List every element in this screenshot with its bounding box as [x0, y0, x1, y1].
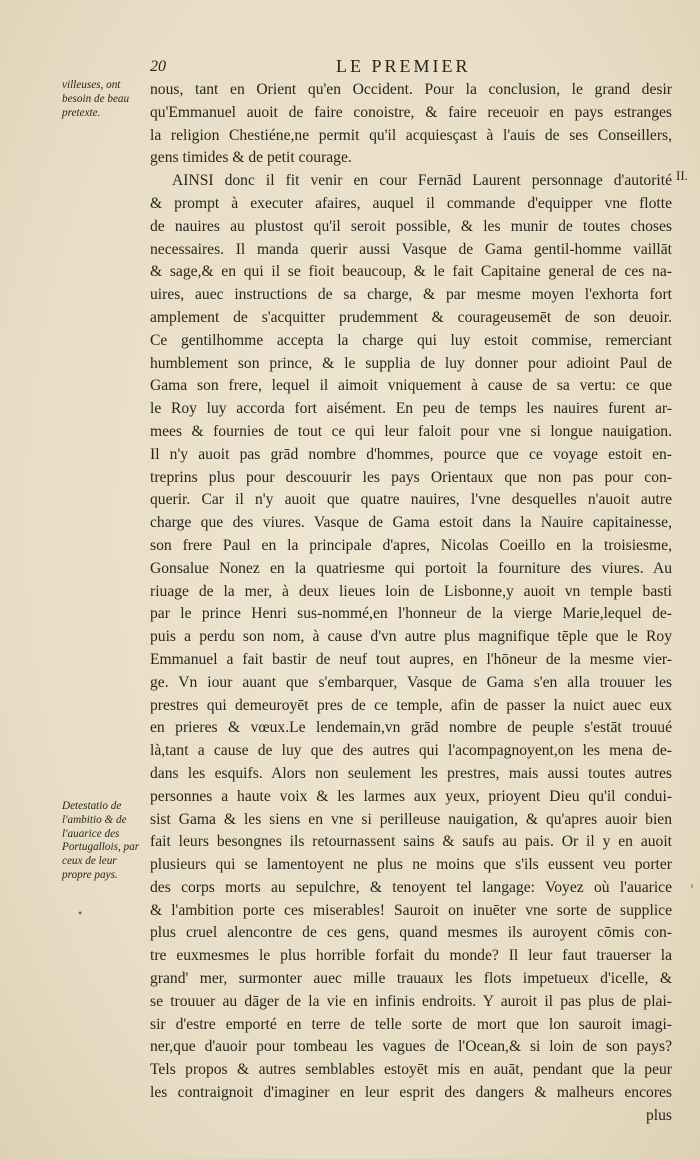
text-line: uires, auec instructions de sa charge, & par mesme moyen l'exhorta fort	[150, 286, 672, 304]
text-line: mees & fournies de tout ce qui leur faloit pour vne si longue nauigation.	[150, 422, 672, 440]
margin-note-2: Detestatio de l'ambitio & de l'auarice des Portugallois, par ceux de leur propre pays.	[62, 800, 140, 881]
text-line: ner,que d'auoir pour tombeau les vagues de l'Ocean,& si loin de son pays?	[150, 1038, 672, 1056]
text-line: & l'ambition porte ces miserables! Sauroit on inuēter vne sorte de supplice	[150, 901, 672, 919]
text-line: sir d'estre emporté en terre de telle sorte de mort que lon sauroit imagi-	[150, 1015, 672, 1033]
text-line: treprins plus pour descouurir les pays Orientaux que non pas pour con-	[150, 468, 672, 486]
text-line: prestres qui demeuroyēt pres de ce temple, afin de passer la nuict auec eux	[150, 696, 672, 714]
text-line: qu'Emmanuel auoit de faire conoistre, & faire receuoir en pays estranges	[150, 103, 672, 121]
text-line: querir. Car il n'y auoit que quatre nauires, l'vne desquelles n'auoit autre	[150, 491, 672, 509]
text-line: Tels propos & autres semblables estoyēt mis en auāt, pendant que la peur	[150, 1061, 672, 1079]
text-line: par le prince Henri sus-nommé,en l'honneur de la vierge Marie,lequel de-	[150, 605, 672, 623]
text-line: charge que des viures. Vasque de Gama estoit dans la Nauire capitainesse,	[150, 514, 672, 532]
text-line: Gonsalue Nonez en la quatriesme qui portoit la fourniture des viures. Au	[150, 559, 672, 577]
text-line: plus	[646, 1106, 672, 1124]
text-line: les contraignoit d'imaginer en leur esprit des dangers & malheurs encores	[150, 1084, 672, 1102]
text-line: gens timides & de petit courage.	[150, 149, 352, 167]
text-line: la religion Chestiéne,ne permit qu'il acquiesçast à l'auis de ses Conseillers,	[150, 126, 672, 144]
text-line: plusieurs qui se lamentoyent ne plus ne moins que s'ils eussent veu porter	[150, 856, 672, 874]
dot-mark: •	[78, 906, 83, 920]
text-line: Emmanuel a fait bastir de neuf tout aupres, en l'hōneur de la mesme vier-	[150, 650, 672, 668]
text-line: Il n'y auoit pas grād nombre d'hommes, pource que ce voyage estoit en-	[150, 445, 672, 463]
text-line: personnes a haute voix & les larmes aux yeux, prioyent Dieu qu'il condui-	[150, 787, 672, 805]
text-line: se trouuer au dāger de la vie en infinis endroits. Y auroit il pas plus de plai-	[150, 992, 672, 1010]
text-line: amplement de s'acquitter prudemment & courageusemēt de son deuoir.	[150, 308, 672, 326]
text-line: son frere Paul en la principale d'apres, Nicolas Coeillo en la troisiesme,	[150, 536, 672, 554]
text-line: nous, tant en Orient qu'en Occident. Pour la conclusion, le grand desir	[150, 81, 672, 98]
text-line: humblement son prince, & le supplia de luy donner pour adioint Paul de	[150, 354, 672, 372]
text-line: puis a perdu son nom, à cause d'vn autre plus magnifique tēple que le Roy	[150, 628, 672, 646]
text-line: là,tant a cause de luy que des autres qui l'acompagnoyent,on les mena de-	[150, 742, 672, 760]
text-line: dans les esquifs. Alors non seulement les prestres, mais aussi toutes autres	[150, 764, 672, 782]
text-line: le Roy luy accorda fort aisément. En peu de temps les nauires furent ar-	[150, 400, 672, 418]
page-header	[140, 56, 660, 80]
text-line: plus cruel alencontre de ces gens, quand mesmes ils auroyent cōmis con-	[150, 924, 672, 942]
side-mark: ›	[690, 878, 694, 892]
text-line: Ce gentilhomme accepta la charge qui luy estoit commise, remerciant	[150, 331, 672, 349]
text-line: tre euxmesmes le plus horrible forfait du monde? Il leur faut trauerser la	[150, 947, 672, 965]
running-head: LE PREMIER	[336, 56, 471, 76]
text-line: en prieres & vœux.Le lendemain,vn grād nombre de peuple s'estāt trouué	[150, 719, 672, 737]
text-line: grand' mer, surmonter auec mille trauaux les flots impetueux d'icelle, &	[150, 970, 672, 988]
text-line: & prompt à executer afaires, auquel il commande d'equipper vne flotte	[150, 194, 672, 212]
text-line: Gama son frere, lequel il aimoit vniquement à cause de sa vertu: ce que	[150, 377, 672, 395]
text-line: fait leurs besongnes ils retournassent sains & saufs au pais. Or il y en auoit	[150, 833, 672, 851]
text-line: de nauires au plustost qu'il seroit possible, & les munir de toutes choses	[150, 217, 672, 235]
text-line: riuage de la mer, à deux lieues loin de Lisbonne,y auoit vn temple basti	[150, 582, 672, 600]
text-line: & sage,& en qui il se fioit beaucoup, & le fait Capitaine general de ces na-	[150, 263, 672, 281]
text-line: necessaires. Il manda querir aussi Vasque de Gama gentil-homme vaillāt	[150, 240, 672, 258]
text-line: ge. Vn iour auant que s'embarquer, Vasque de Gama s'en alla trouuer les	[150, 673, 672, 691]
page-number: 20	[150, 58, 166, 75]
body-text	[150, 79, 672, 1128]
text-line: des corps morts au sepulchre, & tenoyent tel langage: Voyez où l'auarice	[150, 878, 672, 896]
margin-note-1: villeuses, ont besoin de beau pretexte.	[62, 79, 130, 119]
chapter-number: II.	[676, 168, 688, 183]
text-line: sist Gama & les siens en vne si perilleuse nauigation, & qu'apres auoir bien	[150, 810, 672, 828]
text-line: AINSI donc il fit venir en cour Fernād Laurent personnage d'autorité	[172, 172, 672, 190]
